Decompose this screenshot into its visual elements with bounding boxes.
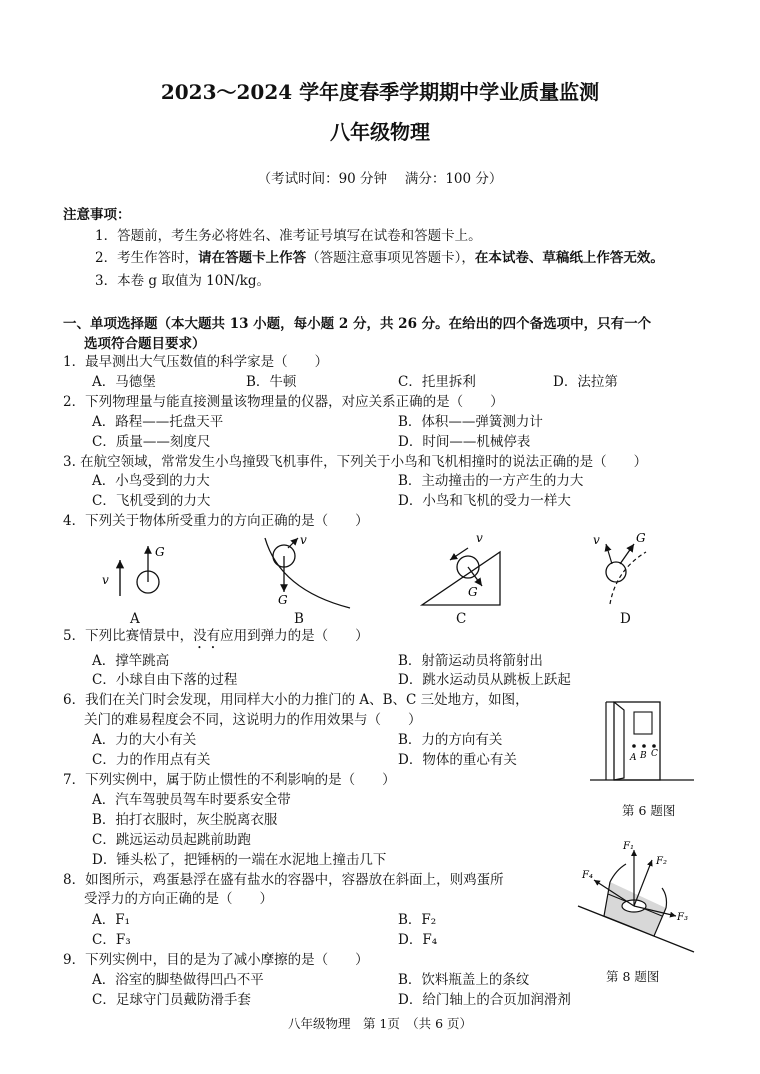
q1-option-d: D．法拉第 [553,374,618,390]
q7-stem: 7．下列实例中，属于防止惯性的不利影响的是（ ） [63,772,396,788]
q8-figure-caption: 第 8 题图 [606,969,660,984]
note-1: 1．答题前，考生务必将姓名、准考证号填写在试卷和答题卡上。 [95,228,482,244]
q1-option-c: C．托里拆利 [398,374,476,390]
q8-option-d: D．F₄ [398,932,438,948]
q5-option-a: A．撑竿跳高 [92,653,170,669]
velocity-label-b: v [300,533,307,547]
q7-option-b: B．拍打衣服时，灰尘脱离衣服 [92,812,278,828]
notes-heading: 注意事项： [63,207,131,223]
q9-option-b: B．饮料瓶盖上的条纹 [398,972,530,988]
q1-option-b: B．牛顿 [246,374,297,390]
q6-option-d: D．物体的重心有关 [398,752,517,768]
q8-option-a: A．F₁ [92,912,131,928]
q4-label-c: C [456,611,467,627]
q7-option-c: C．跳远运动员起跳前助跑 [92,832,251,848]
q4-figure-d [593,531,646,604]
q2-option-c: C．质量——刻度尺 [92,434,211,450]
q5-option-b: B．射箭运动员将箭射出 [398,653,543,669]
q4-figure-b [265,533,350,608]
page-footer: 八年级物理 第 1页 （共 6 页） [287,1016,473,1031]
q1-option-a: A．马德堡 [92,374,156,390]
exam-subtitle: 八年级物理 [330,120,430,144]
q9-stem: 9．下列实例中，目的是为了减小摩擦的是（ ） [63,952,369,968]
q3-option-c: C．飞机受到的力大 [92,493,211,509]
q9-option-d: D．给门轴上的合页加润滑剂 [398,992,571,1008]
q2-option-b: B．体积——弹簧测力计 [398,414,543,430]
door-point-c: C [651,749,658,759]
velocity-label-c: v [476,531,483,545]
section-heading: 一、单项选择题（本大题共 13 小题，每小题 2 分，共 26 分。在给出的四个备选项中，只有一个 [63,316,652,332]
q5-option-d: D．跳水运动员从跳板上跃起 [398,672,571,688]
gravity-label-d: G [636,531,646,545]
q8-egg-figure [576,836,700,960]
q2-stem: 2．下列物理量与能直接测量该物理量的仪器，对应关系正确的是（ ） [63,394,504,410]
note-2: 2．考生作答时，请在答题卡上作答（答题注意事项见答题卡），在本试卷、草稿纸上作答无效。 [95,250,664,266]
q4-label-b: B [294,611,304,627]
velocity-label-d: v [593,533,600,547]
q8-option-b: B．F₂ [398,912,437,928]
force-f4-label: F₄ [582,870,593,881]
force-f3-label: F₃ [677,912,688,923]
force-f2-label: F₂ [656,856,667,867]
q2-option-d: D．时间——机械停表 [398,434,531,450]
q4-stem: 4．下列关于物体所受重力的方向正确的是（ ） [63,513,369,529]
q4-figure-c [422,531,500,605]
exam-info: （考试时间：90 分钟 满分：100 分） [257,171,503,187]
q6-option-c: C．力的作用点有关 [92,752,211,768]
q8-option-c: C．F₃ [92,932,131,948]
q3-option-a: A．小鸟受到的力大 [92,473,210,489]
exam-title: 2023～2024 学年度春季学期期中学业质量监测 [160,80,600,104]
q3-option-b: B．主动撞击的一方产生的力大 [398,473,584,489]
q6-stem-line1: 6．我们在关门时会发现，用同样大小的力推门的 A、B、C 三处地方，如图， [63,692,529,708]
gravity-label-a: G [155,545,165,559]
q5-option-c: C．小球自由下落的过程 [92,672,238,688]
q2-option-a: A．路程——托盘天平 [92,414,224,430]
q4-label-a: A [130,611,140,627]
q4-label-d: D [620,611,631,627]
door-point-b: B [640,751,647,761]
q7-option-d: D．锤头松了，把锤柄的一端在水泥地上撞击几下 [92,852,387,868]
section-heading-cont: 选项符合题目要求） [84,336,206,352]
q5-stem: 5．下列比赛情景中，没有应用到弹力的是（ ） [63,628,369,644]
q3-stem: 3. 在航空领域，常常发生小鸟撞毁飞机事件，下列关于小鸟和飞机相撞时的说法正确的是（ ） [63,454,648,470]
q9-option-a: A．浴室的脚垫做得凹凸不平 [92,972,264,988]
q6-door-figure [590,698,700,788]
gravity-label-c: G [468,585,478,599]
q4-figure-a [102,545,165,596]
q4-figures [90,530,680,630]
note-3: 3．本卷 g 取值为 10N/kg。 [95,273,270,289]
velocity-label-a: v [102,573,109,587]
q6-option-b: B．力的方向有关 [398,732,503,748]
q3-option-d: D．小鸟和飞机的受力一样大 [398,493,571,509]
q7-option-a: A．汽车驾驶员驾车时要系安全带 [92,792,291,808]
q8-stem-line1: 8．如图所示，鸡蛋悬浮在盛有盐水的容器中，容器放在斜面上，则鸡蛋所 [63,872,504,888]
q6-option-a: A．力的大小有关 [92,732,197,748]
q8-stem-line2: 受浮力的方向正确的是（ ） [84,891,273,907]
q6-figure-caption: 第 6 题图 [622,803,676,818]
q9-option-c: C．足球守门员戴防滑手套 [92,992,251,1008]
force-f1-label: F₁ [623,841,634,852]
q6-stem-line2: 关门的难易程度会不同，这说明力的作用效果与（ ） [84,712,422,728]
door-point-a: A [630,753,637,763]
q1-stem: 1．最早测出大气压数值的科学家是（ ） [63,354,329,370]
gravity-label-b: G [278,593,288,607]
